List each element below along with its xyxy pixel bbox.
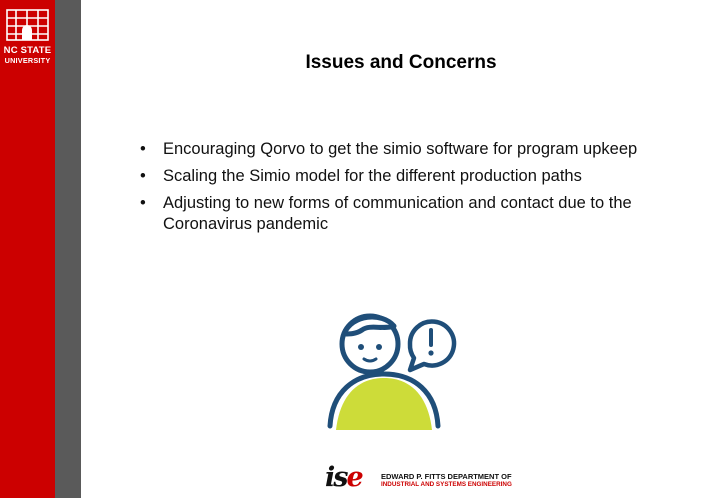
ise-mark-is: is <box>325 462 347 493</box>
bullet-item <box>140 166 660 187</box>
bullet-item <box>140 139 660 160</box>
bullet-text: Scaling the Simio model for the different production paths <box>163 167 582 185</box>
ise-department-logo <box>325 463 525 493</box>
bullet-list <box>140 139 660 241</box>
logo-text-university: UNIVERSITY <box>4 56 51 65</box>
slide-title: Issues and Concerns <box>305 52 497 73</box>
bullet-symbol: • <box>140 140 146 158</box>
bullet-text: Adjusting to new forms of communication and contact due to the Coronavirus pandemic <box>163 194 632 233</box>
sidebar-gray-bar <box>55 0 81 498</box>
ise-mark <box>325 463 362 493</box>
brick-building-icon <box>5 6 50 42</box>
department-name-line2: INDUSTRIAL AND SYSTEMS ENGINEERING <box>381 481 512 488</box>
person-with-exclamation-speech-bubble-icon <box>300 300 480 435</box>
bullet-symbol: • <box>140 167 146 185</box>
logo-text-ncstate: NC STATE <box>3 45 52 56</box>
bullet-text: Encouraging Qorvo to get the simio software for program upkeep <box>163 140 638 158</box>
bullet-item <box>140 193 660 235</box>
ise-mark-e: e <box>346 462 362 493</box>
bullet-symbol: • <box>140 194 146 212</box>
ncstate-logo <box>0 0 55 78</box>
department-name-line1: EDWARD P. FITTS DEPARTMENT OF <box>381 472 512 481</box>
